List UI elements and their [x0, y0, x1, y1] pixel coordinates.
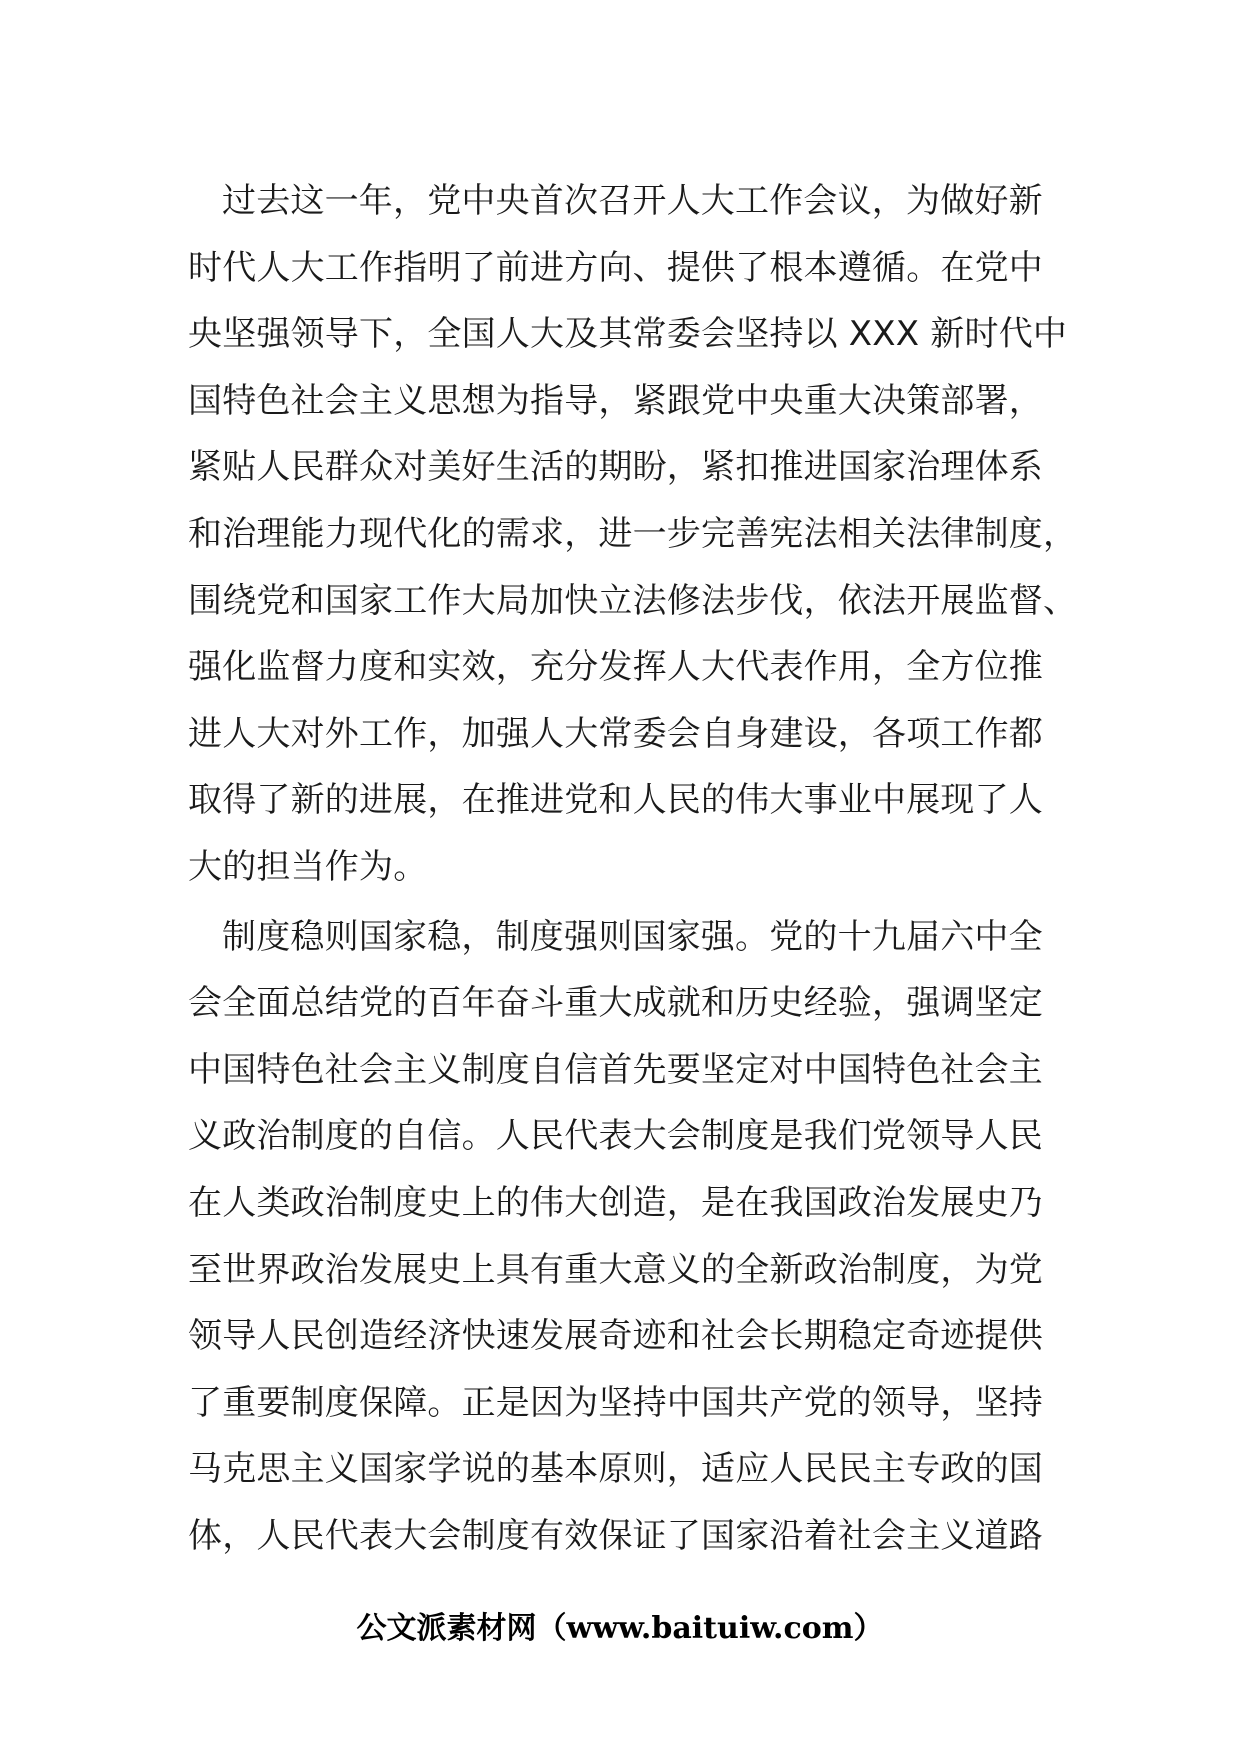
text-line: 会全面总结党的百年奋斗重大成就和历史经验，强调坚定	[188, 983, 1043, 1024]
text-line: 大的担当作为。	[188, 846, 428, 887]
text-line: 至世界政治发展史上具有重大意义的全新政治制度，为党	[188, 1249, 1043, 1290]
text-line: 围绕党和国家工作大局加快立法修法步伐，依法开展监督、	[188, 580, 1078, 621]
text-line: 了重要制度保障。正是因为坚持中国共产党的领导，坚持	[188, 1382, 1043, 1423]
paragraph-2	[188, 904, 1058, 1570]
text-line: 取得了新的进展，在推进党和人民的伟大事业中展现了人	[188, 780, 1043, 821]
text-line: 中国特色社会主义制度自信首先要坚定对中国特色社会主	[188, 1049, 1043, 1090]
text-line: 紧贴人民群众对美好生活的期盼，紧扣推进国家治理体系	[188, 447, 1043, 488]
text-line: 时代人大工作指明了前进方向、提供了根本遵循。在党中	[188, 247, 1043, 288]
text-line: 制度稳则国家稳，制度强则国家强。党的十九届六中全	[222, 916, 1043, 957]
text-line: 义政治制度的自信。人民代表大会制度是我们党领导人民	[188, 1116, 1043, 1157]
text-line: 国特色社会主义思想为指导，紧跟党中央重大决策部署，	[188, 380, 1043, 421]
text-line: 领导人民创造经济快速发展奇迹和社会长期稳定奇迹提供	[188, 1316, 1043, 1357]
text-line: 强化监督力度和实效，充分发挥人大代表作用，全方位推	[188, 647, 1043, 688]
text-line: 过去这一年，党中央首次召开人大工作会议，为做好新	[222, 181, 1043, 221]
paragraph-1	[188, 168, 1078, 901]
text-line: 体，人民代表大会制度有效保证了国家沿着社会主义道路	[188, 1515, 1043, 1556]
body-text	[188, 168, 1078, 1569]
text-line: 和治理能力现代化的需求，进一步完善宪法相关法律制度，	[188, 513, 1078, 554]
text-line: 进人大对外工作，加强人大常委会自身建设，各项工作都	[188, 713, 1043, 754]
text-line: 马克思主义国家学说的基本原则，适应人民民主专政的国	[188, 1449, 1043, 1490]
text-line: 央坚强领导下，全国人大及其常委会坚持以 XXX 新时代中	[188, 314, 1068, 355]
page-footer: 公文派素材网（www.baituiw.com）	[356, 1611, 884, 1646]
text-line: 在人类政治制度史上的伟大创造，是在我国政治发展史乃	[188, 1182, 1043, 1223]
